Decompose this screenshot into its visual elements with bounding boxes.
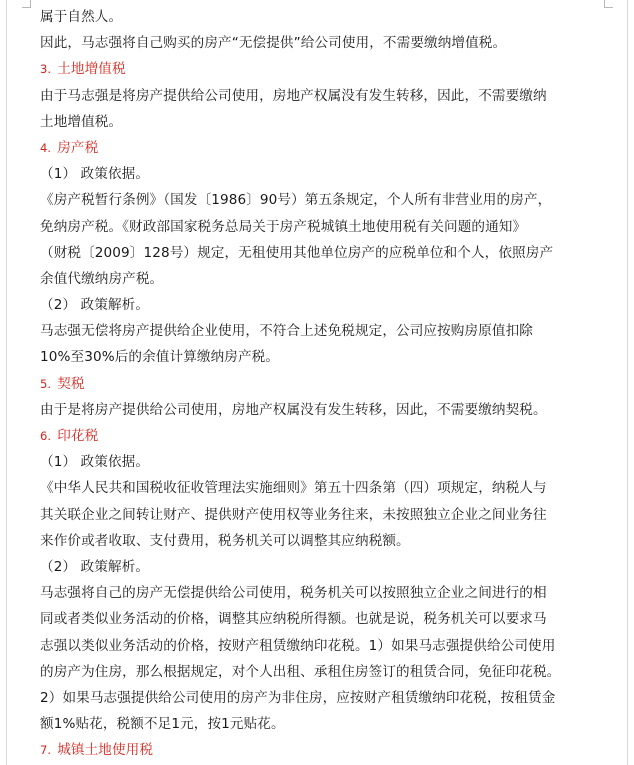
right-page-edge [627,0,628,765]
paragraph-line: 《房产税暂行条例》（国发〔1986〕90号）第五条规定，个人所有非营业用的房产， [40,192,552,209]
paragraph-line: 额1%贴花，税额不足1元，按1元贴花。 [40,716,285,733]
paragraph-line: 《中华人民共和国税收征收管理法实施细则》第五十四条第（四）项规定，纳税人与 [40,480,547,497]
paragraph-line: 马志强无偿将房产提供给企业使用，不符合上述免税规定，公司应按购房原值扣除 [40,323,533,340]
section-title: 房产税 [57,139,99,156]
section-title: 土地增值税 [57,61,126,78]
section-heading [40,56,608,82]
paragraph-line: 属于自然人。 [40,9,123,25]
paragraph-line: 2）如果马志强提供给公司使用的房产为非住房，应按财产租赁缴纳印花税，按租赁金 [40,689,556,706]
section-number: 4. [40,140,52,155]
paragraph-line: （2） 政策解析。 [40,558,150,575]
left-page-edge [6,0,7,765]
paragraph-line: （1） 政策依据。 [40,454,150,471]
section-number: 5. [40,376,52,391]
document-body [40,4,608,763]
paragraph-line: 10%至30%后的余值计算缴纳房产税。 [40,349,280,366]
paragraph-line: 的房产为住房，那么根据规定，对个人出租、承租住房签订的租赁合同，免征印花税。 [40,663,561,680]
paragraph-line: 来作价或者收取、支付费用，税务机关可以调整其应纳税额。 [40,532,410,549]
paragraph-line: 因此，马志强将自己购买的房产“无偿提供”给公司使用，不需要缴纳增值税。 [40,35,507,52]
section-number: 6. [40,429,52,443]
paragraph-line: 马志强将自己的房产无偿提供给公司使用，税务机关可以按照独立企业之间进行的相 [40,585,547,602]
section-number: 7. [40,743,52,758]
paragraph-line: 由于是将房产提供给公司使用，房地产权属没有发生转移，因此，不需要缴纳契税。 [40,401,547,418]
paragraph-line: 同或者类似业务活动的价格，调整其应纳税所得额。也就是说，税务机关可以要求马 [40,611,547,628]
section-title: 城镇土地使用税 [57,742,154,759]
top-left-corner-mark [22,0,31,8]
paragraph-line: 余值代缴纳房产税。 [40,270,164,287]
paragraph-line: 土地增值税。 [40,113,123,130]
paragraph-line: （财税〔2009〕128号）规定，无租使用其他单位房产的应税单位和个人，依照房产 [40,244,554,261]
paragraph-line: （2） 政策解析。 [40,297,150,314]
paragraph-line: 由于马志强是将房产提供给公司使用，房地产权属没有发生转移，因此，不需要缴纳 [40,87,547,104]
section-heading [40,423,608,449]
section-title: 契税 [57,375,85,392]
paragraph-line: （1） 政策依据。 [40,166,150,183]
paragraph-line: 其关联企业之间转让财产、提供财产使用权等业务往来，未按照独立企业之间业务往 [40,506,547,523]
section-heading [40,135,608,161]
section-title: 印花税 [57,428,99,444]
section-heading [40,737,608,763]
paragraph-line: 免纳房产税。《财政部国家税务总局关于房产税城镇土地使用税有关问题的通知》 [40,218,527,235]
paragraph-line: 志强以类似业务活动的价格，按财产租赁缴纳印花税。1）如果马志强提供给公司使用 [40,637,556,654]
section-number: 3. [40,62,52,77]
section-heading [40,371,608,397]
